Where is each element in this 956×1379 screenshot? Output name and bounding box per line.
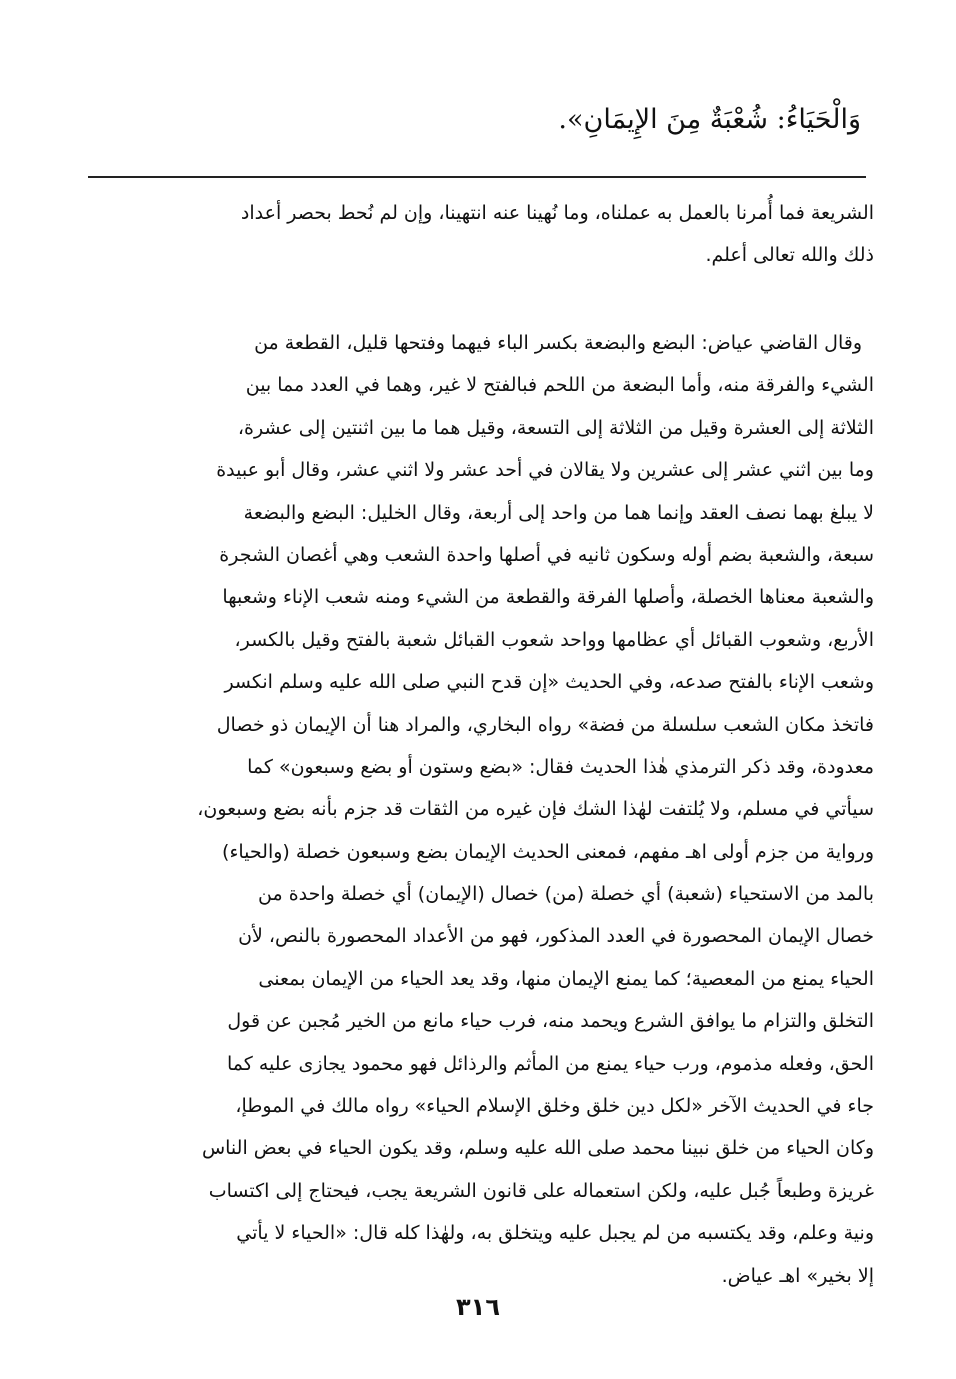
text-line: الثلاثة إلى العشرة وقيل من الثلاثة إلى التسعة، وقيل هما ما بين اثنتين إلى عشرة، [237,416,874,439]
page-number: ٣١٦ [456,1293,500,1321]
text-line: وما بين اثني عشر إلى عشرين ولا يقالان في أحد عشر ولا اثني عشر، وقال أبو عبيدة [216,459,874,482]
text-line: التخلق والتزام ما يوافق الشرع ويحمد منه، فرب حياء مانع من الخير مُجبن عن قول [227,1010,874,1033]
text-line: وقال القاضي عياض: البضع والبضعة بكسر الباء فيهما وفتحها قليل، القطعة من [254,332,862,354]
text-line: إلا بخير» اهـ عياض. [721,1264,874,1287]
hadith-commentary-divider [88,176,866,178]
text-line: غريزة وطبعاً جُبل عليه، ولكن استعماله على قانون الشريعة يجب، فيحتاج إلى اكتساب [208,1179,874,1202]
text-line: الشريعة فما أُمرنا بالعمل به عملناه، وما نُهينا عنه انتهينا، وإن لم نُحط بحصر أعداد [240,202,874,224]
text-line: الحق، وفعله مذموم، ورب حياء يمنع من المأثم والرذائل فهو محمود يجازى عليه كما [227,1052,874,1075]
text-line: وشعب الإناء بالفتح صدعه، وفي الحديث «إن قدح النبي صلى الله عليه وسلم انكسر [224,671,874,694]
text-line: ونية وعلم، وقد يكتسبه من لم يجبل عليه ويتخلق به، ولهٰذا كله قال: «الحياء لا يأتي [236,1222,874,1245]
text-line: الحياء يمنع من المعصية؛ كما يمنع الإيمان منها، وقد يعد الحياء من الإيمان بمعنى [258,967,874,990]
text-line: معدودة، وقد ذكر الترمذي هٰذا الحديث فقال: «بضع وستون أو بضع وسبعون» كما [247,755,874,778]
text-line: والشعبة معناها الخصلة، وأصلها الفرقة والقطعة من الشيء ومنه شعب الإناء وشعبها [222,586,874,609]
text-line: ورواية من جزم أولى اهـ مفهم، فمعنى الحديث الإيمان بضع وسبعون خصلة (والحياء) [222,840,874,863]
text-line: سيأتي في مسلم، ولا يُلتفت لهٰذا الشك فإن غيره من الثقات قد جزم بأنه بضع وسبعون، [197,798,874,821]
hadith-text-end: وَالْحَيَاءُ: شُعْبَةٌ مِنَ الإِيمَانِ». [558,104,861,135]
text-line: الأربع، وشعوب القبائل أي عظامها وواحد شعوب القبائل شعبة بالفتح وقيل بالكسر، [234,628,874,651]
text-line: بالمد من الاستحياء (شعبة) أي خصلة (من) خصال (الإيمان) أي خصلة واحدة من [258,883,874,906]
text-line: سبعة، والشعبة بضم أوله وسكون ثانيه في أصلها واحدة الشعب وهي أغصان الشجرة [219,543,874,566]
commentary-paragraph [84,322,874,1297]
text-line: جاء في الحديث الآخر «لكل دين خلق وخلق الإسلام الحياء» رواه مالك في الموطإ، [235,1095,874,1118]
text-line: خصال الإيمان المحصورة في العدد المذكور، فهو من الأعداد المحصورة بالنص، لأن [238,925,874,948]
text-line: لا يبلغ بهما نصف العقد وإنما هما من واحد إلى أربعة، وقال الخليل: البضع والبضعة [243,501,874,524]
continuation-paragraph [84,192,874,277]
text-line: ذلك والله تعالى أعلم. [705,244,874,267]
text-line: وكان الحياء من خلق نبينا محمد صلى الله عليه وسلم، وقد يكون الحياء في بعض الناس [201,1137,874,1160]
text-line: فاتخذ مكان الشعب سلسلة من فضة» رواه البخاري، والمراد هنا أن الإيمان ذو خصال [216,713,874,736]
text-line: الشيء والفرقة منه، وأما البضعة من اللحم فبالفتح لا غير، وهما في العدد مما بين [245,374,874,397]
